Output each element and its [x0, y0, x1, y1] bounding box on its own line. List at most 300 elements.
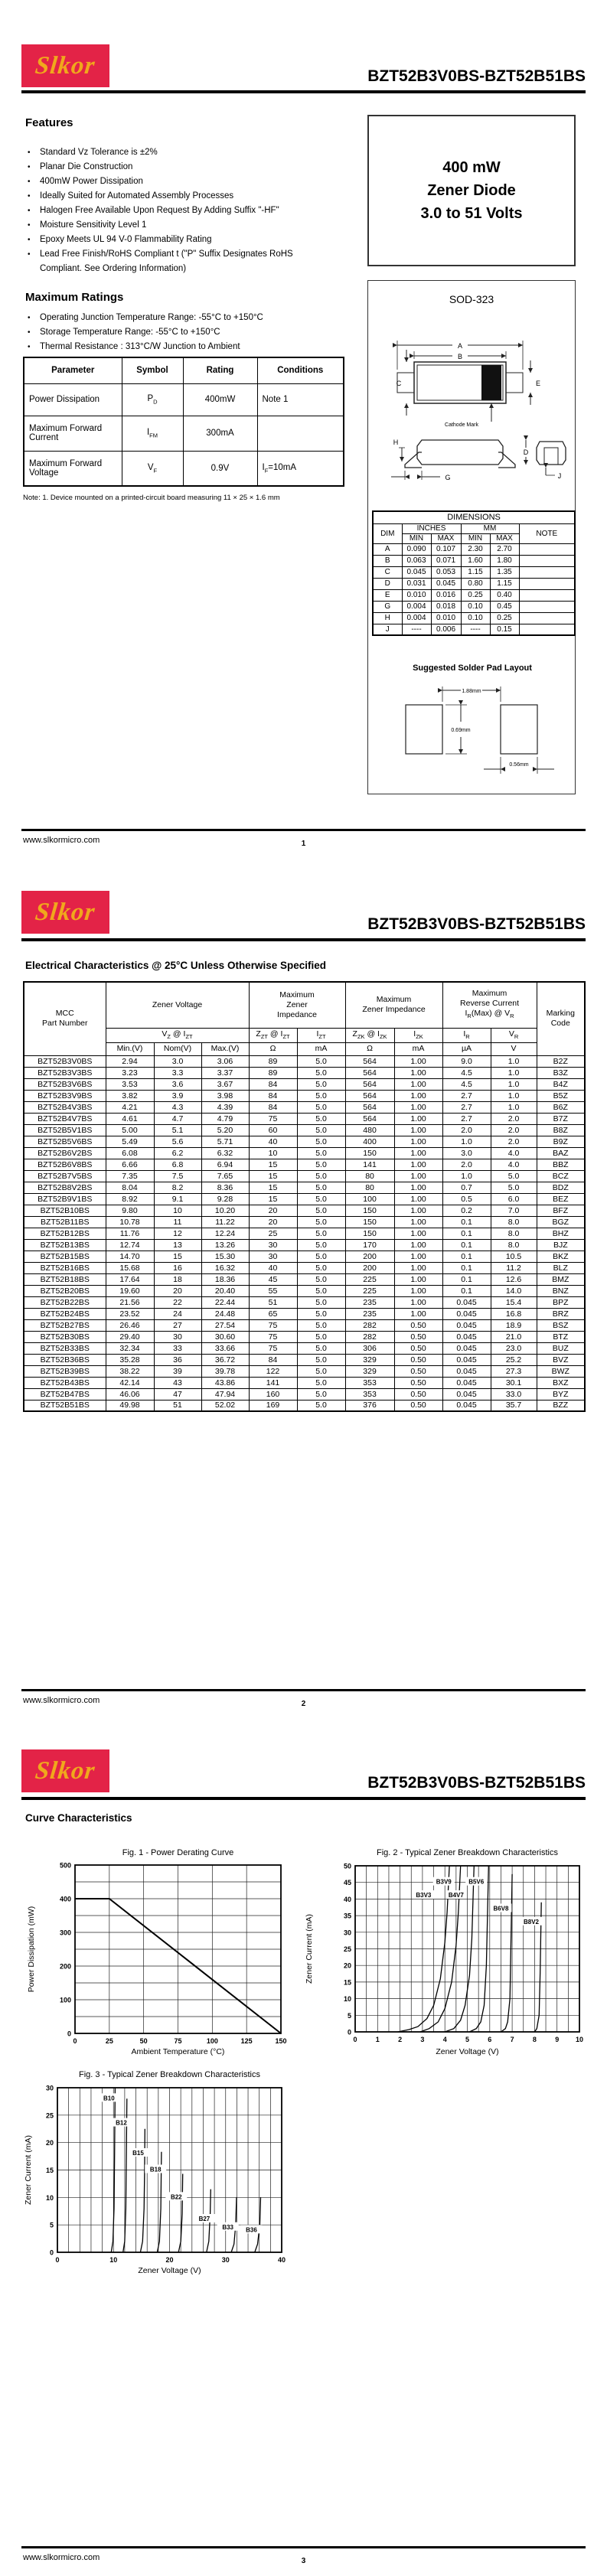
electrical-header-row-units: Min.(V) Nom(V) Max.(V) Ω mA Ω mA µA V — [24, 1042, 585, 1055]
y-tick-label: 200 — [59, 1962, 71, 1971]
electrical-cell: 150 — [345, 1228, 394, 1239]
electrical-cell: 225 — [345, 1285, 394, 1296]
electrical-cell: 5.0 — [297, 1170, 345, 1182]
electrical-cell: 0.1 — [442, 1216, 491, 1228]
electrical-cell: BZT52B3V0BS — [24, 1055, 106, 1067]
footer-website: www.slkormicro.com — [23, 2553, 100, 2562]
page-number: 3 — [301, 2557, 306, 2565]
electrical-row — [24, 1067, 585, 1078]
series-B15 — [140, 2129, 145, 2252]
electrical-cell: 33 — [154, 1342, 201, 1354]
dimension-cell: E — [373, 589, 402, 601]
electrical-cell: 18 — [154, 1273, 201, 1285]
cathode-mark-label: Cathode Mark — [445, 422, 478, 428]
electrical-cell: 36.72 — [201, 1354, 249, 1365]
dimension-cell: J — [373, 624, 402, 635]
electrical-row — [24, 1354, 585, 1365]
pad-left — [406, 705, 442, 754]
dimension-cell: 0.010 — [431, 612, 461, 624]
brand-logo — [21, 1749, 109, 1792]
electrical-cell: BZT52B6V8BS — [24, 1159, 106, 1170]
electrical-cell: BZT52B10BS — [24, 1205, 106, 1216]
electrical-cell: 5.0 — [491, 1170, 537, 1182]
electrical-row — [24, 1285, 585, 1296]
brand-logo-text: Slkor — [34, 898, 97, 926]
electrical-row — [24, 1170, 585, 1182]
electrical-cell: BZT52B18BS — [24, 1273, 106, 1285]
dimension-cell: 0.10 — [461, 612, 490, 624]
electrical-cell: 27.3 — [491, 1365, 537, 1377]
electrical-cell: BMZ — [537, 1273, 585, 1285]
highlight-line-2: Zener Diode — [427, 182, 516, 199]
electrical-cell: 5.0 — [297, 1342, 345, 1354]
electrical-cell: BRZ — [537, 1308, 585, 1319]
electrical-cell: B3Z — [537, 1067, 585, 1078]
dim-e-label: E — [535, 380, 541, 387]
electrical-cell: 84 — [249, 1354, 297, 1365]
electrical-cell: 40 — [249, 1262, 297, 1273]
feature-item: • Standard Vz Tolerance is ±2% — [23, 145, 329, 160]
electrical-row — [24, 1388, 585, 1400]
electrical-row — [24, 1078, 585, 1090]
ratings-note: Note: 1. Device mounted on a printed-circuit board measuring 11 × 25 × 1.6 mm — [23, 494, 280, 502]
electrical-cell: 29.40 — [106, 1331, 154, 1342]
electrical-cell: 564 — [345, 1067, 394, 1078]
electrical-cell: 5.00 — [106, 1124, 154, 1136]
electrical-cell: 5.0 — [297, 1113, 345, 1124]
electrical-cell: 6.2 — [154, 1147, 201, 1159]
dimension-cell: 0.107 — [431, 543, 461, 555]
electrical-cell: 1.00 — [394, 1101, 442, 1113]
electrical-cell: BVZ — [537, 1354, 585, 1365]
electrical-cell: 3.0 — [442, 1147, 491, 1159]
dimension-cell — [519, 612, 575, 624]
electrical-cell: 376 — [345, 1400, 394, 1411]
electrical-row — [24, 1147, 585, 1159]
electrical-cell: 38.22 — [106, 1365, 154, 1377]
series-label: B12 — [116, 2119, 127, 2127]
highlight-box — [367, 115, 576, 266]
pad-width-label: 0.56mm — [509, 762, 529, 768]
electrical-cell: 160 — [249, 1388, 297, 1400]
electrical-cell: 75 — [249, 1319, 297, 1331]
dimension-cell: 1.35 — [490, 566, 519, 578]
electrical-cell: 16.32 — [201, 1262, 249, 1273]
electrical-cell: 0.2 — [442, 1205, 491, 1216]
ratings-header-cell: Rating — [183, 357, 257, 383]
dimension-cell — [519, 601, 575, 612]
electrical-cell: 7.5 — [154, 1170, 201, 1182]
electrical-cell: BZT52B4V7BS — [24, 1113, 106, 1124]
series-label: B27 — [198, 2216, 210, 2222]
col-part-number: MCC Part Number — [24, 982, 106, 1055]
electrical-cell: 1.00 — [394, 1147, 442, 1159]
electrical-cell: 9.0 — [442, 1055, 491, 1067]
electrical-cell: 1.00 — [394, 1124, 442, 1136]
footer-rule — [21, 829, 586, 831]
electrical-cell: 5.0 — [297, 1331, 345, 1342]
series-label: B3V9 — [436, 1878, 452, 1886]
electrical-cell: 150 — [345, 1205, 394, 1216]
electrical-cell: BZT52B6V2BS — [24, 1147, 106, 1159]
feature-item: • Halogen Free Available Upon Request By Adding Suffix "-HF" — [23, 204, 329, 218]
electrical-cell: 1.00 — [394, 1067, 442, 1078]
electrical-row — [24, 1055, 585, 1067]
electrical-cell: 1.00 — [394, 1262, 442, 1273]
electrical-cell: 15.30 — [201, 1251, 249, 1262]
series-label: B18 — [149, 2166, 162, 2173]
electrical-cell: 353 — [345, 1388, 394, 1400]
electrical-cell: B8Z — [537, 1124, 585, 1136]
electrical-cell: BNZ — [537, 1285, 585, 1296]
electrical-cell: 0.1 — [442, 1251, 491, 1262]
y-tick-label: 5 — [347, 2011, 351, 2020]
electrical-cell: 12.6 — [491, 1273, 537, 1285]
x-tick-label: 1 — [375, 2036, 380, 2043]
electrical-cell: 5.0 — [297, 1400, 345, 1411]
feature-item: • Ideally Suited for Automated Assembly Processes — [23, 189, 329, 204]
electrical-cell: 51 — [249, 1296, 297, 1308]
pad-pitch-label: 1.88mm — [462, 689, 481, 694]
electrical-cell: 15 — [249, 1170, 297, 1182]
y-tick-label: 40 — [343, 1895, 351, 1903]
y-tick-label: 10 — [45, 2193, 54, 2202]
electrical-cell: 35.28 — [106, 1354, 154, 1365]
electrical-cell: 0.1 — [442, 1239, 491, 1251]
electrical-cell: 5.1 — [154, 1124, 201, 1136]
electrical-table — [23, 981, 586, 1412]
electrical-cell: 5.0 — [297, 1388, 345, 1400]
electrical-cell: 9.28 — [201, 1193, 249, 1205]
x-tick-label: 10 — [575, 2036, 584, 2043]
y-tick-label: 0 — [49, 2248, 54, 2257]
x-tick-label: 8 — [532, 2036, 537, 2043]
electrical-cell: 16.8 — [491, 1308, 537, 1319]
electrical-cell: 0.50 — [394, 1331, 442, 1342]
dim-c-label: C — [396, 380, 402, 387]
electrical-cell: 122 — [249, 1365, 297, 1377]
ratings-row — [24, 416, 344, 451]
electrical-cell: BZT52B39BS — [24, 1365, 106, 1377]
electrical-cell: B5Z — [537, 1090, 585, 1101]
footer-website: www.slkormicro.com — [23, 836, 100, 845]
electrical-cell: 22.44 — [201, 1296, 249, 1308]
series-label: B15 — [132, 2150, 144, 2157]
electrical-cell: 0.5 — [442, 1193, 491, 1205]
electrical-cell: 8.92 — [106, 1193, 154, 1205]
electrical-header-row-groups — [24, 982, 585, 1028]
electrical-cell: 5.0 — [297, 1319, 345, 1331]
y-tick-label: 35 — [343, 1912, 351, 1920]
electrical-cell: 22 — [154, 1296, 201, 1308]
dimension-cell: 0.016 — [431, 589, 461, 601]
electrical-cell: 169 — [249, 1400, 297, 1411]
electrical-cell: 5.0 — [297, 1365, 345, 1377]
x-tick-label: 4 — [442, 2036, 447, 2043]
footer-rule — [21, 1689, 586, 1691]
electrical-cell: BZT52B3V6BS — [24, 1078, 106, 1090]
dimension-cell: 0.10 — [461, 601, 490, 612]
electrical-row — [24, 1205, 585, 1216]
electrical-cell: 0.50 — [394, 1400, 442, 1411]
electrical-cell: 1.0 — [442, 1136, 491, 1147]
x-tick-label: 9 — [555, 2036, 560, 2043]
electrical-row — [24, 1090, 585, 1101]
features-heading: Features — [25, 116, 73, 129]
x-tick-label: 6 — [488, 2036, 492, 2043]
electrical-cell: 4.39 — [201, 1101, 249, 1113]
col-group-max-zener-impedance-zt: Maximum Zener Impedance — [249, 982, 345, 1028]
electrical-cell: 15.68 — [106, 1262, 154, 1273]
x-axis-label: Zener Voltage (V) — [138, 2266, 201, 2275]
dimension-cell: H — [373, 612, 402, 624]
electrical-cell: 84 — [249, 1101, 297, 1113]
x-tick-label: 2 — [398, 2036, 403, 2043]
dimension-cell — [519, 624, 575, 635]
feature-item: • 400mW Power Dissipation — [23, 174, 329, 189]
electrical-cell: 4.5 — [442, 1078, 491, 1090]
electrical-cell: BZT52B47BS — [24, 1388, 106, 1400]
electrical-cell: 39 — [154, 1365, 201, 1377]
series-label: B4V7 — [448, 1892, 464, 1899]
dimension-cell: 0.010 — [402, 589, 431, 601]
electrical-cell: 12.24 — [201, 1228, 249, 1239]
electrical-cell: 235 — [345, 1308, 394, 1319]
electrical-cell: 1.00 — [394, 1228, 442, 1239]
electrical-cell: 200 — [345, 1262, 394, 1273]
electrical-cell: BZT52B15BS — [24, 1251, 106, 1262]
electrical-cell: 6.66 — [106, 1159, 154, 1170]
brand-logo-text: Slkor — [34, 1756, 97, 1785]
dimension-cell: G — [373, 601, 402, 612]
electrical-cell: BZT52B5V6BS — [24, 1136, 106, 1147]
x-tick-label: 7 — [510, 2036, 514, 2043]
electrical-row — [24, 1228, 585, 1239]
dim-g-label: G — [445, 474, 451, 481]
x-tick-label: 50 — [139, 2037, 148, 2045]
electrical-cell: 5.0 — [297, 1273, 345, 1285]
electrical-cell: BUZ — [537, 1342, 585, 1354]
dim-d-label: D — [523, 448, 529, 456]
electrical-cell: 14.70 — [106, 1251, 154, 1262]
electrical-row — [24, 1251, 585, 1262]
electrical-cell: 30 — [249, 1239, 297, 1251]
electrical-row — [24, 1216, 585, 1228]
dimensions-table: DIMENSIONS DIM INCHES MM NOTE MIN MAX MIN MAX A 0.090 0.107 2.30 2.70 B 0.063 0.071 1.60 1.80 C 0.045 0.053 1.15 1.35 D 0.031 0.045 0.80 1.15 E 0.010 0.016 0.25 0.40 G 0.004 0.018 0.10 0.45 H 0.004 0.010 0.10 0.25 J ---- 0.006 ---- 0.15 — [372, 510, 576, 636]
electrical-cell: 3.3 — [154, 1067, 201, 1078]
electrical-cell: 0.50 — [394, 1377, 442, 1388]
dimension-cell: 0.031 — [402, 578, 431, 589]
ratings-parameter: Maximum Forward Current — [24, 416, 122, 451]
feature-item: • Moisture Sensitivity Level 1 — [23, 218, 329, 233]
feature-item: • Lead Free Finish/RoHS Compliant t ("P" Suffix Designates RoHS Compliant. See Ordering Information) — [23, 247, 329, 276]
dimension-cell: 0.004 — [402, 612, 431, 624]
electrical-cell: 10 — [249, 1147, 297, 1159]
page-title: BZT52B3V0BS-BZT52B51BS — [367, 67, 586, 85]
electrical-cell: 30.1 — [491, 1377, 537, 1388]
electrical-cell: 1.0 — [491, 1078, 537, 1090]
series-label: B6V8 — [493, 1905, 509, 1912]
x-tick-label: 3 — [420, 2036, 425, 2043]
electrical-cell: 27 — [154, 1319, 201, 1331]
x-tick-label: 20 — [165, 2256, 174, 2264]
fig2-zener-breakdown-chart — [295, 1843, 586, 2061]
electrical-cell: 25.2 — [491, 1354, 537, 1365]
electrical-cell: 1.00 — [394, 1113, 442, 1124]
electrical-cell: 27.54 — [201, 1319, 249, 1331]
header-rule — [21, 938, 586, 941]
dimension-cell: 0.018 — [431, 601, 461, 612]
electrical-cell: 0.045 — [442, 1308, 491, 1319]
electrical-cell: 13.26 — [201, 1239, 249, 1251]
dimension-cell: 1.60 — [461, 555, 490, 566]
page-number: 1 — [301, 840, 306, 848]
electrical-cell: 2.7 — [442, 1101, 491, 1113]
electrical-cell: 5.49 — [106, 1136, 154, 1147]
dimension-row — [373, 624, 575, 635]
series-label: B8V2 — [523, 1918, 540, 1925]
electrical-cell: 15 — [249, 1193, 297, 1205]
chart-title: Fig. 3 - Typical Zener Breakdown Characteristics — [79, 2070, 260, 2079]
electrical-cell: 5.0 — [297, 1262, 345, 1273]
highlight-line-3: 3.0 to 51 Volts — [420, 205, 523, 222]
electrical-cell: 5.0 — [297, 1285, 345, 1296]
electrical-cell: 0.50 — [394, 1354, 442, 1365]
electrical-cell: 5.0 — [297, 1101, 345, 1113]
max-rating-item: • Thermal Resistance : 313°C/W Junction to Ambient — [23, 340, 344, 354]
electrical-cell: 1.00 — [394, 1193, 442, 1205]
electrical-row — [24, 1113, 585, 1124]
electrical-cell: 5.0 — [297, 1055, 345, 1067]
electrical-cell: 0.045 — [442, 1319, 491, 1331]
max-ratings-heading: Maximum Ratings — [25, 291, 124, 304]
electrical-cell: 75 — [249, 1342, 297, 1354]
electrical-cell: 10.78 — [106, 1216, 154, 1228]
electrical-cell: 43 — [154, 1377, 201, 1388]
electrical-cell: 8.0 — [491, 1216, 537, 1228]
electrical-cell: 1.00 — [394, 1136, 442, 1147]
x-axis-label: Zener Voltage (V) — [436, 2047, 499, 2056]
electrical-header-row-symbols: $V_Z$ @ $I_{ZT}$ $Z_{ZT}$ @ $I_{ZT}$ $I_{ZT}$ $Z_{ZK}$ @ $I_{ZK}$ $I_{ZK}$ $I_R$ $V_R$ — [24, 1028, 585, 1042]
electrical-cell: 1.0 — [491, 1090, 537, 1101]
ratings-header-cell: Symbol — [122, 357, 183, 383]
electrical-cell: 150 — [345, 1147, 394, 1159]
electrical-cell: 11.76 — [106, 1228, 154, 1239]
electrical-cell: BLZ — [537, 1262, 585, 1273]
electrical-cell: 3.98 — [201, 1090, 249, 1101]
series-label: B36 — [246, 2226, 257, 2234]
electrical-cell: 16 — [154, 1262, 201, 1273]
electrical-cell: 5.0 — [297, 1296, 345, 1308]
electrical-cell: BZT52B33BS — [24, 1342, 106, 1354]
electrical-cell: 5.20 — [201, 1124, 249, 1136]
electrical-cell: 60 — [249, 1124, 297, 1136]
electrical-cell: 7.35 — [106, 1170, 154, 1182]
electrical-cell: 19.60 — [106, 1285, 154, 1296]
dimension-row — [373, 612, 575, 624]
series-label: B33 — [222, 2223, 234, 2231]
electrical-cell: 2.0 — [491, 1113, 537, 1124]
electrical-cell: 0.50 — [394, 1388, 442, 1400]
x-tick-label: 5 — [465, 2036, 470, 2043]
dimension-cell: 0.063 — [402, 555, 431, 566]
electrical-cell: 2.0 — [442, 1124, 491, 1136]
electrical-cell: 14.0 — [491, 1285, 537, 1296]
electrical-cell: 8.0 — [491, 1228, 537, 1239]
fig1-power-derating-chart — [23, 1843, 291, 2061]
x-tick-label: 150 — [275, 2037, 287, 2045]
electrical-cell: 80 — [345, 1170, 394, 1182]
electrical-cell: BZT52B3V9BS — [24, 1090, 106, 1101]
series-label: B10 — [103, 2095, 115, 2102]
y-tick-label: 100 — [59, 1996, 71, 2004]
dimension-cell — [519, 589, 575, 601]
electrical-cell: 3.67 — [201, 1078, 249, 1090]
electrical-cell: 46.06 — [106, 1388, 154, 1400]
electrical-cell: 33.66 — [201, 1342, 249, 1354]
electrical-cell: 0.7 — [442, 1182, 491, 1193]
header-rule — [21, 90, 586, 93]
ratings-row — [24, 383, 344, 416]
electrical-cell: BZT52B3V3BS — [24, 1067, 106, 1078]
electrical-cell: 51 — [154, 1400, 201, 1411]
electrical-cell: 480 — [345, 1124, 394, 1136]
dimension-row — [373, 589, 575, 601]
electrical-cell: BPZ — [537, 1296, 585, 1308]
electrical-cell: 1.00 — [394, 1285, 442, 1296]
dimensions-title: DIMENSIONS — [373, 511, 575, 523]
x-tick-label: 0 — [353, 2036, 357, 2043]
electrical-cell: 21.56 — [106, 1296, 154, 1308]
electrical-cell: 1.00 — [394, 1205, 442, 1216]
electrical-cell: BZT52B8V2BS — [24, 1182, 106, 1193]
y-tick-label: 20 — [45, 2139, 54, 2147]
electrical-cell: 5.0 — [297, 1193, 345, 1205]
electrical-cell: 20 — [249, 1205, 297, 1216]
chart-title: Fig. 2 - Typical Zener Breakdown Characteristics — [377, 1848, 558, 1857]
dimension-cell: 0.45 — [490, 601, 519, 612]
electrical-cell: 10 — [154, 1205, 201, 1216]
ratings-symbol: $V_F$ — [122, 451, 183, 486]
col-group-zener-voltage: Zener Voltage — [106, 982, 249, 1028]
cathode-band — [481, 365, 501, 400]
series-label: B5V6 — [468, 1878, 485, 1886]
electrical-cell: BZT52B7V5BS — [24, 1170, 106, 1182]
electrical-cell: 40 — [249, 1136, 297, 1147]
electrical-cell: 52.02 — [201, 1400, 249, 1411]
dim-h-label: H — [393, 439, 399, 446]
lead-right — [506, 373, 523, 393]
electrical-cell: 15 — [249, 1182, 297, 1193]
electrical-cell: BXZ — [537, 1377, 585, 1388]
x-tick-label: 40 — [277, 2256, 286, 2264]
dimension-cell: 0.006 — [431, 624, 461, 635]
x-tick-label: 125 — [240, 2037, 253, 2045]
max-rating-item: • Storage Temperature Range: -55°C to +150°C — [23, 325, 344, 340]
col-group-max-zener-impedance-zk: Maximum Zener Impedance — [345, 982, 442, 1028]
electrical-cell: 141 — [249, 1377, 297, 1388]
y-tick-label: 25 — [45, 2111, 54, 2120]
y-tick-label: 15 — [45, 2167, 54, 2174]
ratings-table — [23, 357, 344, 487]
electrical-cell: 26.46 — [106, 1319, 154, 1331]
electrical-cell: 0.045 — [442, 1377, 491, 1388]
electrical-cell: 15.4 — [491, 1296, 537, 1308]
dimension-cell — [519, 566, 575, 578]
electrical-row — [24, 1159, 585, 1170]
electrical-cell: 8.0 — [491, 1239, 537, 1251]
electrical-cell: BAZ — [537, 1147, 585, 1159]
